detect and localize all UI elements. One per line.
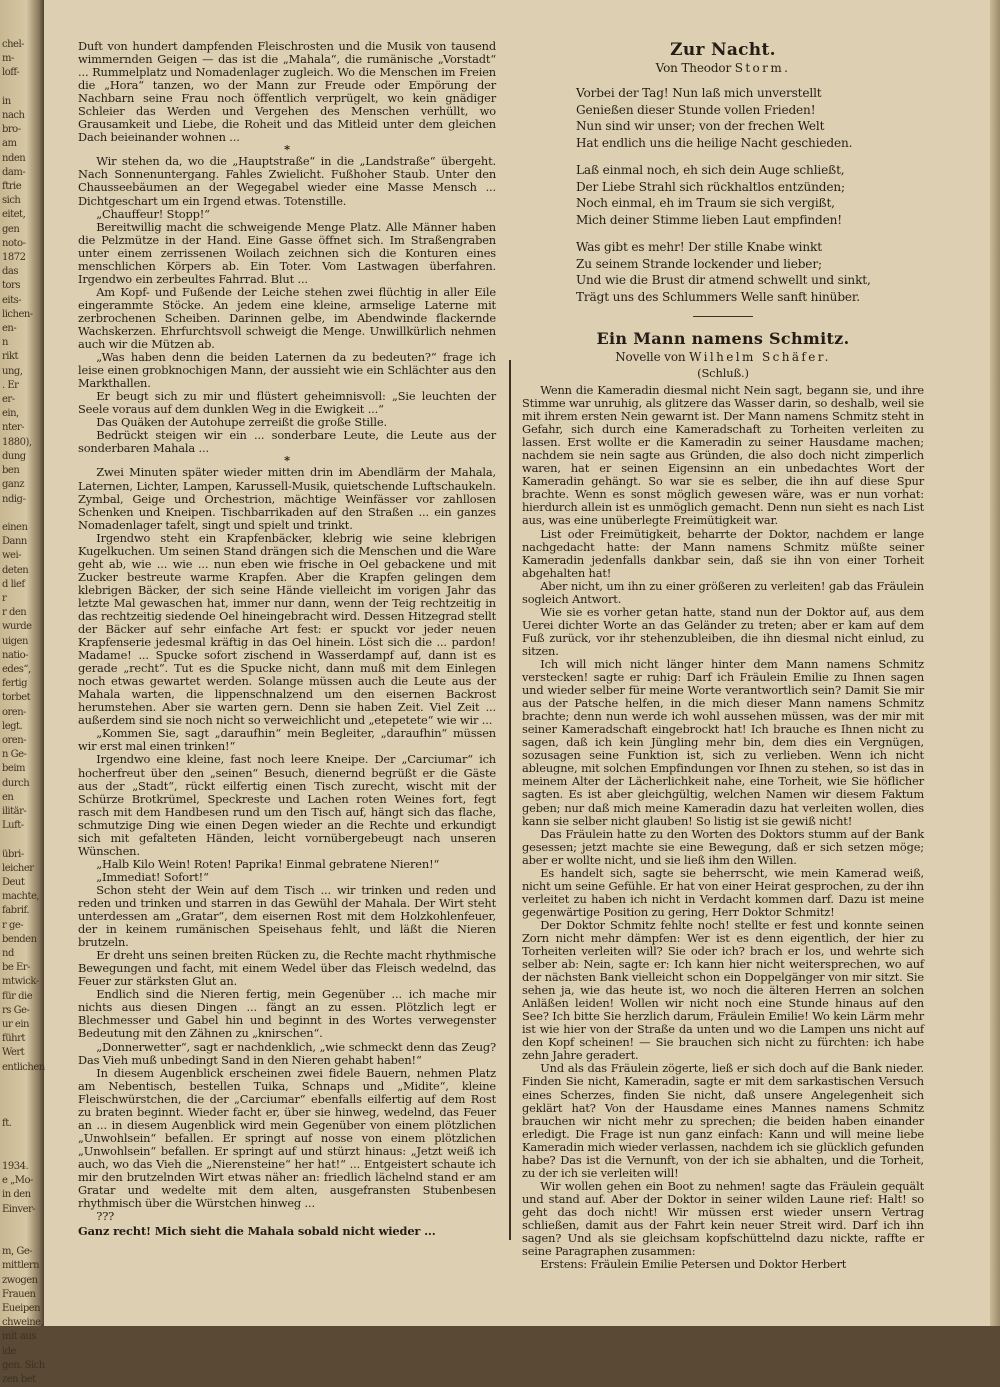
novella-byline	[522, 349, 924, 366]
stanza	[576, 85, 924, 151]
novella	[522, 329, 924, 1271]
paragraph: „Kommen Sie, sagt „daraufhin“ mein Begleiter, „daraufhin“ müssen wir erst mal einen trinken!“	[78, 726, 496, 754]
paragraph: „Was haben denn die beiden Laternen da zu bedeuten?“ frage ich leise einen grobknochigen Mann, der aussieht wie ein Schlächter aus den Markthallen.	[78, 350, 496, 391]
verse-line: Mich deiner Stimme lieben Laut empfinden!	[576, 212, 843, 227]
paragraph: „Donnerwetter“, sagt er nachdenklich, „wie schmeckt denn das Zeug? Das Vieh muß unbedingt Sand in den Nieren gehabt haben!“	[78, 1039, 496, 1067]
verse-line: Vorbei der Tag! Nun laß mich unverstellt	[576, 86, 822, 100]
paragraph: Und als das Fräulein zögerte, ließ er sich doch auf die Bank nieder. Finden Sie nicht, Kameradin, sagte er mit dem sarkastischen Versuch eines Scherzes, finden Sie nicht, daß unsere Angelegenheit sich geklärt hat? Von der Hausdame eines Mannes namens Schmitz brauchen wir nicht mehr zu sprechen; die beiden haben einander erledigt. Die Frage ist nun ganz einfach: Kann und will meine liebe Kameradin mich wieder verlassen, nachdem ich sie glücklich gefunden habe? Das ist die Vernunft, von der ich sie abhalten, und die Torheit, zu der ich sie verleiten will!	[522, 1061, 924, 1180]
verse-line: Zu seinem Strande lockender und lieber;	[576, 256, 822, 271]
paragraph: Aber nicht, um ihn zu einer größeren zu verleiten! gab das Fräulein sogleich Antwort.	[522, 578, 924, 606]
paragraph: List oder Freimütigkeit, beharrte der Doktor, nachdem er lange nachgedacht hatte: der Mann namens Schmitz müßte seiner Kameradin jedenfalls dankbar sein, daß sie ihn von einer Torheit abgehalten hat!	[522, 526, 924, 580]
paragraph: Wir wollen gehen ein Boot zu nehmen! sagte das Fräulein gequält und stand auf. Aber der Doktor in seiner wilden Laune rief: Halt! so geht das doch nicht! Wir müssen erst wieder unsern Vertrag schließen, damit aus der Fahrt kein neuer Streit wird. Darf ich ihn sagen? Und als sie gleichsam kopfschüttelnd dazu nickte, raffte er seine Paragraphen zusammen:	[522, 1178, 924, 1259]
paragraph: Endlich sind die Nieren fertig, mein Gegenüber ... ich mache mir nichts aus diesen Dingen ... fängt an zu essen. Plötzlich legt er Blechmesser und Gabel hin und beginnt in des Wortes verwegenster Bedeutung mit den Zähnen zu „knirschen“.	[78, 987, 496, 1041]
byline-prefix: Novelle von	[615, 350, 686, 364]
paragraph: Der Doktor Schmitz fehlte noch! stellte er fest und konnte seinen Zorn nicht mehr dämpfen: Wer ist es denn eigentlich, der hier zu Torheiten verleiten will? Sie oder ich? brach er los, und wehrte sich selber ab: Nein, sagte er: Ich kann hier nicht weitersprechen, wo auf der nächsten Bank vielleicht schon ein Doppelgänger von mir sitzt. Sie sehen ja, wie das heute ist, wo noch die älteren Herren an solchen Anläßen leiden! Wollen wir nicht noch eine Stunde hinaus auf den See? Ich bitte Sie herzlich darum, Fräulein Emilie! Wo kein Lärm mehr ist wie hier von der Straße da unten und wo die Lampen uns nicht auf den Kopf scheinen! — Sie brauchen sich nicht zu fürchten: ich habe zehn Jahre geradert.	[522, 917, 924, 1063]
paragraph: Schon steht der Wein auf dem Tisch ... wir trinken und reden und reden und trinken und starren in das Gewühl der Mahala. Der Wirt steht unterdessen am „Gratar“, dem eisernen Rost mit dem Holzkohlenfeuer, der in keinem rumänischen Speisehaus fehlt, und läßt die Nieren brutzeln.	[78, 882, 496, 950]
paragraph: Irgendwo steht ein Krapfenbäcker, klebrig wie seine klebrigen Kugelkuchen. Um seinen Stand drängen sich die Menschen und die Ware geht ab, wie ... wie ... nun eben wie frische in Oel gebackene und mit Zucker bestreute warme Krapfen. Aber die Krapfen gelingen dem klebrigen Bäcker, der sich seine Hände vielleicht im vorigen Jahr das letzte Mal gewaschen hat, immer nur dann, wenn der Teig rechtzeitig in das rechtzeitig siedende Oel hineingebracht wird. Dessen Hitzegrad stellt der Bäcker auf sehr einfache Art fest: er spuckt vor jeder neuen Krapfenserie jedesmal kräftig in das Oel hinein. Löst sich die ... pardon! Madame! ... Spucke sofort zischend in Wasserdampf auf, dann ist es gerade „recht“. Tut es die Spucke nicht, dann muß mit dem Einlegen noch etwas gewartet werden. Solange müssen auch die Leute aus der Mahala warten, die lippenschnalzend um den eisernen Backrost herumstehen. Aber sie warten gern. Denn sie haben Zeit. Viel Zeit ... außerdem sind sie noch nicht so verweichlicht und „etepetete“ wie wir ...	[78, 530, 496, 728]
paragraph: Bedrückt steigen wir ein ... sonderbare Leute, die Leute aus der sonderbaren Mahala ...	[78, 428, 496, 456]
column-divider	[509, 360, 511, 1240]
paragraph: „Chauffeur! Stopp!“	[96, 206, 210, 221]
tavern-section	[78, 466, 496, 1223]
verse-line: Der Liebe Strahl sich rückhaltlos entzünden;	[576, 179, 845, 194]
paragraph: ???	[96, 1209, 115, 1224]
literature-column	[522, 40, 924, 1271]
paragraph: Das Quäken der Autohupe zerreißt die große Stille.	[96, 415, 387, 430]
stanza	[576, 162, 924, 228]
paragraph: Ich will mich nicht länger hinter dem Mann namens Schmitz verstecken! sagte er ruhig: Darf ich Fräulein Emilie zu Ihnen sagen und wieder selber für meine Worte verantwortlich sein? Damit Sie mir aus der Patsche helfen, in die mich dieser Mann namens Schmitz brachte; denn nun werde ich wohl aussehen müssen, was der mir mit seiner Kameradschaft eingebrockt hat! Ich brauche es Ihnen nicht zu sagen, daß ich kein Jüngling mehr bin, dem dies ein Vergnügen, sozusagen seine Funktion ist, sich zu verlieben. Wenn ich nicht ableugne, mit solchen Empfindungen vor Ihnen zu stehen, so ist das in meinem Alter der Lächerlichkeit nahe, eine Torheit, wie Sie höflicher sagten. Es ist aber gleichgültig, welchen Namen wir diesem Faktum geben; nur daß mich meine Kameradin dazu hat verleiten wollen, dies kann sie selber nicht glauben! So listig ist sie gewiß nicht!	[522, 656, 924, 828]
author-name: Storm.	[734, 61, 791, 75]
poem	[522, 40, 924, 305]
paragraph: In diesem Augenblick erscheinen zwei fidele Bauern, nehmen Platz am Nebentisch, bestellen Tuika, Schnaps und „Midite“, kleine Fleischwürstchen, die der „Carciumar“ ebenfalls eilfertig auf dem Rost zu braten beginnt. Wieder facht er, über sie hinweg, wedelnd, das Feuer an ... in diesem Augenblick wird mein Gegenüber von einem plötzlichen „Unwohlsein“ befallen. Er springt auf nosse von einem plötzlichen „Unwohlsein“ befallen. Er springt auf und stürzt hinaus: „Jetzt weiß ich auch, wo das Vieh die „Nierensteine“ her hat!“ ... Entgeistert schaute ich mir den brutzelnden Wirt etwas näher an: friedlich lächelnd stand er am Gratar und wedelte mit dem alten, ausgefransten Stubenbesen rhythmisch über die Würstchen hinweg ...	[78, 1065, 496, 1211]
verse-line: Und wie die Brust dir atmend schwellt und sinkt,	[576, 273, 871, 287]
intro-text	[78, 40, 496, 144]
feuilleton-column	[78, 40, 496, 1238]
verse-line: Hat endlich uns die heilige Nacht geschieden.	[576, 135, 853, 150]
paragraph: Zwei Minuten später wieder mitten drin im Abendlärm der Mahala, Laternen, Lichter, Lampen, Karussell-Musik, quietschende Luftschaukeln. Zymbal, Geige und Orchestrion, mächtige Weinfässer vor zahllosen Schenken und Kneipen. Tischbarrikaden auf den Straßen ... ein ganzes Nomadenlager tafelt, singt und spielt und trinkt.	[78, 465, 496, 532]
paragraph: Das Fräulein hatte zu den Worten des Doktors stumm auf der Bank gesessen; jetzt machte sie eine Bewegung, daß er sich setzen möge; aber er wollte nicht, und sie ließ ihm den Willen.	[522, 826, 924, 867]
paragraph: Wenn die Kameradin diesmal nicht Nein sagt, begann sie, und ihre Stimme war unruhig, als glitzere das Wasser darin, so deshalb, weil sie mit ihrem ersten Nein gewarnt ist. Der Mann namens Schmitz steht in Gefahr, sich durch eine Kameradschaft zu Torheiten verleiten zu lassen. Erst wollte er die Kameradin zu seiner Hausdame machen; nachdem sie nein sagte aus Gründen, die also doch nicht zimperlich waren, hat er seinen Eigensinn an ein unbedachtes Wort der Kameradin gehängt. So war sie es selber, die ihn auf diese Spur brachte. Wenn es sonst möglich gewesen wäre, was er nun vorhat: hierdurch allein ist es unmöglich gemacht. Denn nun sieht es nach List aus, was eine unüberlegte Freimütigkeit war.	[522, 383, 924, 528]
poem-title: Zur Nacht.	[670, 40, 776, 60]
paragraph: Bereitwillig macht die schweigende Menge Platz. Alle Männer haben die Pelzmütze in der Hand. Eine Gasse öffnet sich. Im Straßengraben unter einem zerrissenen Woilach zeichnen sich die Konturen eines menschlichen Körpers ab. Ein Toter. Vom Lastwagen überfahren. Irgendwo ein zerbeultes Fahrrad. Blut ...	[78, 219, 496, 286]
paragraph: „Immediat! Sofort!“	[96, 869, 209, 884]
poem-byline	[522, 60, 924, 77]
page-edge	[990, 0, 1000, 1326]
paragraph: Duft von hundert dampfenden Fleischrosten und die Musik von tausend wimmernden Geigen — das ist die „Mahala“, die rumänische „Vorstadt“ ... Rummelplatz und Nomadenlager zugleich. Wo die Menschen im Freien die „Hora“ tanzen, wo der Mann zur Freude oder Empörung der Nachbarn seine Frau noch öffentlich verprügelt, wo kein gnädiger Schleier das Werden und Vergehen des Menschen verhüllt, wo Grausamkeit und Liebe, die Roheit und das Mitleid unter dem gleichen Dach beieinander wohnen ...	[78, 39, 496, 145]
verse-line: Laß einmal noch, eh sich dein Auge schließt,	[576, 163, 845, 177]
verse-line: Trägt uns des Schlummers Welle sanft hinüber.	[576, 289, 860, 304]
byline-prefix: Von Theodor	[655, 61, 732, 75]
adjacent-page-text: chel- m- loff- in nach bro- am nden dam- ftrie sich eitet, gen noto- 1872 das tors eits- lichen- en- n rikt ung, . Er er- ein, nter- 1880), dung ben ganz ndig- einen Dann wei- deten d lief r r den wurde uigen natio- edes“, fertig torbet oren- legt. oren- n Ge- beim durch en ilitär- Luft- übri- leicher Deut machte, fabrif. r ge- benden nd be Er- mtwick- für die rs Ge- ur ein führt Wert entlichen ft. 1934. e „Mo- in den Einver- m, Ge- mittlern zwogen Frauen Eueipen chweine, mit aus ide gen. Sich zen bet	[2, 39, 45, 1386]
verse-line: Nun sind wir unser; von der frechen Welt	[576, 119, 825, 133]
paragraph: Erstens: Fräulein Emilie Petersen und Doktor Herbert	[540, 1257, 847, 1272]
paragraph: „Halb Kilo Wein! Roten! Paprika! Einmal gebratene Nieren!“	[96, 856, 440, 871]
paragraph: Es handelt sich, sagte sie beherrscht, wie mein Kamerad weiß, nicht um seine Gefühle. Er hat von einer Heirat gesprochen, zu der ihn verleitet zu haben ich nicht in Verdacht kommen darf. Dazu ist meine gegenwärtige Position zu gering, Herr Doktor Schmitz!	[522, 865, 924, 919]
paragraph: Er dreht uns seinen breiten Rücken zu, die Rechte macht rhythmische Bewegungen und facht, mit einem Wedel über das Fleisch wedelnd, das Feuer zur stärksten Glut an.	[78, 948, 496, 989]
section-rule	[693, 316, 753, 317]
novella-title: Ein Mann namens Schmitz.	[596, 329, 850, 348]
section-separator: *	[284, 142, 290, 157]
poem-body	[522, 85, 924, 305]
verse-line: Was gibt es mehr! Der stille Knabe winkt	[576, 240, 822, 254]
verse-line: Noch einmal, eh im Traum sie sich vergißt,	[576, 196, 835, 210]
adjacent-page-fragment	[0, 0, 45, 1386]
section-separator: *	[284, 453, 290, 468]
paragraph: Am Kopf- und Fußende der Leiche stehen zwei flüchtig in aller Eile eingerammte Stöcke. An jedem eine kleine, armselige Laterne mit zerbrochenen Scheiben. Darinnen gelbe, im Abendwinde flackernde Wachskerzen. Ehrfurchtsvoll schweigt die Menge. Unwillkürlich nehmen auch wir die Mützen ab.	[78, 284, 496, 352]
author-name: Wilhelm Schäfer.	[689, 350, 831, 364]
paragraph: Wir stehen da, wo die „Hauptstraße“ in die „Landstraße“ übergeht. Nach Sonnenuntergang. Fahles Zwielicht. Fußhoher Staub. Unter den Chausseebäumen an der Wegegabel wieder eine Masse Mensch ... Dichtgeschart um ein Irgend etwas. Totenstille.	[78, 154, 496, 208]
paragraph: Irgendwo eine kleine, fast noch leere Kneipe. Der „Carciumar“ ich hocherfreut über den „seinen“ Besuch, dienernd begrüßt er die Gäste aus der „Stadt“, rückt eilfertig einen Tisch zurecht, wischt mit der Schürze Brotkrümel, Speckreste und Lachen roten Weines fort, fegt rasch mit dem Handbesen rund um den Tisch auf, hängt sich das flache, schmutzige Ding wie einen Degen wieder an die Rechte und erkundigt sich mit gefalteten Händen, leicht vornübergebeugt nach unseren Wünschen.	[78, 752, 496, 858]
stanza	[576, 239, 924, 305]
paragraph: Er beugt sich zu mir und flüstert geheimnisvoll: „Sie leuchten der Seele voraus auf dem dunklen Weg in die Ewigkeit ...“	[78, 389, 496, 417]
closing-line: Ganz recht! Mich sieht die Mahala sobald nicht wieder ...	[78, 1224, 436, 1239]
paragraph: Wie sie es vorher getan hatte, stand nun der Doktor auf, aus dem Uerei dichter Worte an das Geländer zu treten; aber er kam auf dem Fuß zurück, vor ihr stehenzubleiben, die ihn diesmal nicht einlud, zu sitzen.	[522, 604, 924, 658]
accident-section	[78, 155, 496, 455]
novella-part-label: (Schluß.)	[697, 366, 749, 380]
verse-line: Genießen dieser Stunde vollen Frieden!	[576, 102, 816, 117]
